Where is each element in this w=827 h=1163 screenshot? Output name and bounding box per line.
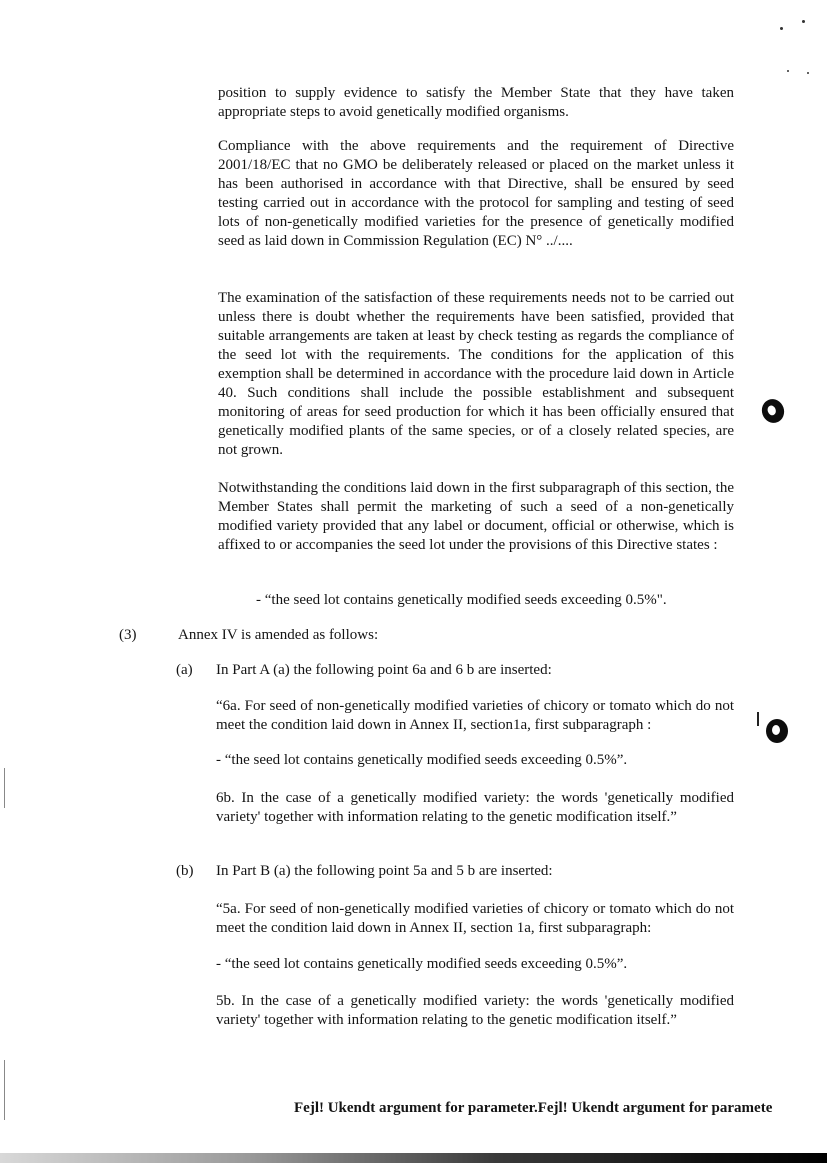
item-a-point-6a: “6a. For seed of non-genetically modified varieties of chicory or tomato which do not meet the condition laid down in Annex II, section1a, first subparagraph : (216, 698, 734, 733)
footer-field-error: Fejl! Ukendt argument for parameter.Fejl! Ukendt argument for paramete (294, 1100, 773, 1116)
paragraph-compliance: Compliance with the above requirements and the requirement of Directive 2001/18/EC that no GMO be deliberately released or placed on the market unless it has been authorised in accordance with that Directive, shall be ensured by seed testing carried out in accordance with the protocol for sampling and testing of seed lots of non-genetically modified varieties for the presence of genetically modified seed as laid down in Commission Regulation (EC) N° ../.... (218, 138, 734, 249)
item-b-point-5a: “5a. For seed of non-genetically modified varieties of chicory or tomato which do not meet the condition laid down in Annex II, section 1a, first subparagraph: (216, 901, 734, 936)
scan-speck (807, 72, 809, 74)
item-b-number: (b) (176, 863, 194, 879)
paragraph-notwithstanding: Notwithstanding the conditions laid down in the first subparagraph of this section, the Member States shall permit the marketing of such a seed of a non-genetically modified variety provided that any label or document, official or otherwise, which is affixed to or accompanies the seed lot under the provisions of this Directive states : (218, 480, 734, 553)
item-b-point-5b: 5b. In the case of a genetically modified variety: the words 'genetically modified variety' together with information relating to the genetic modification itself.” (216, 993, 734, 1028)
punch-hole-mark (766, 719, 788, 743)
paragraph-intro-tail: position to supply evidence to satisfy the Member State that they have taken appropriate steps to avoid genetically modified organisms. (218, 85, 734, 120)
scan-edge-line (4, 1060, 5, 1120)
paragraph-examination: The examination of the satisfaction of these requirements needs not to be carried out unless there is doubt whether the requirements have been satisfied, provided that suitable arrangements are taken at least by check testing as regards the compliance of the seed lot with the requirements. The conditions for the application of this exemption shall be determined in accordance with the procedure laid down in Article 40. Such conditions shall include the possible establishment and subsequent monitoring of areas for seed production for which it has been officially ensured that genetically modified plants of the same species, or of a closely related species, are not grown. (218, 290, 734, 458)
scan-edge-line (4, 768, 5, 808)
item-a-number: (a) (176, 662, 193, 678)
item-3-heading: Annex IV is amended as follows: (178, 627, 379, 643)
item-b-heading: In Part B (a) the following point 5a and 5 b are inserted: (216, 863, 553, 879)
item-b-label-statement: - “the seed lot contains genetically modified seeds exceeding 0.5%”. (216, 956, 628, 972)
scan-speck (787, 70, 789, 72)
scan-speck (802, 20, 805, 23)
item-a-heading: In Part A (a) the following point 6a and 6 b are inserted: (216, 662, 552, 678)
scan-tick-mark (757, 712, 759, 726)
label-statement: - “the seed lot contains genetically modified seeds exceeding 0.5%". (256, 592, 667, 608)
item-a-label-statement: - “the seed lot contains genetically modified seeds exceeding 0.5%”. (216, 752, 628, 768)
item-a-point-6b: 6b. In the case of a genetically modified variety: the words 'genetically modified variety' together with information relating to the genetic modification itself.” (216, 790, 734, 825)
item-3-number: (3) (119, 627, 137, 643)
punch-hole-mark (759, 396, 788, 426)
scan-bottom-edge (0, 1153, 827, 1163)
scan-speck (780, 27, 783, 30)
